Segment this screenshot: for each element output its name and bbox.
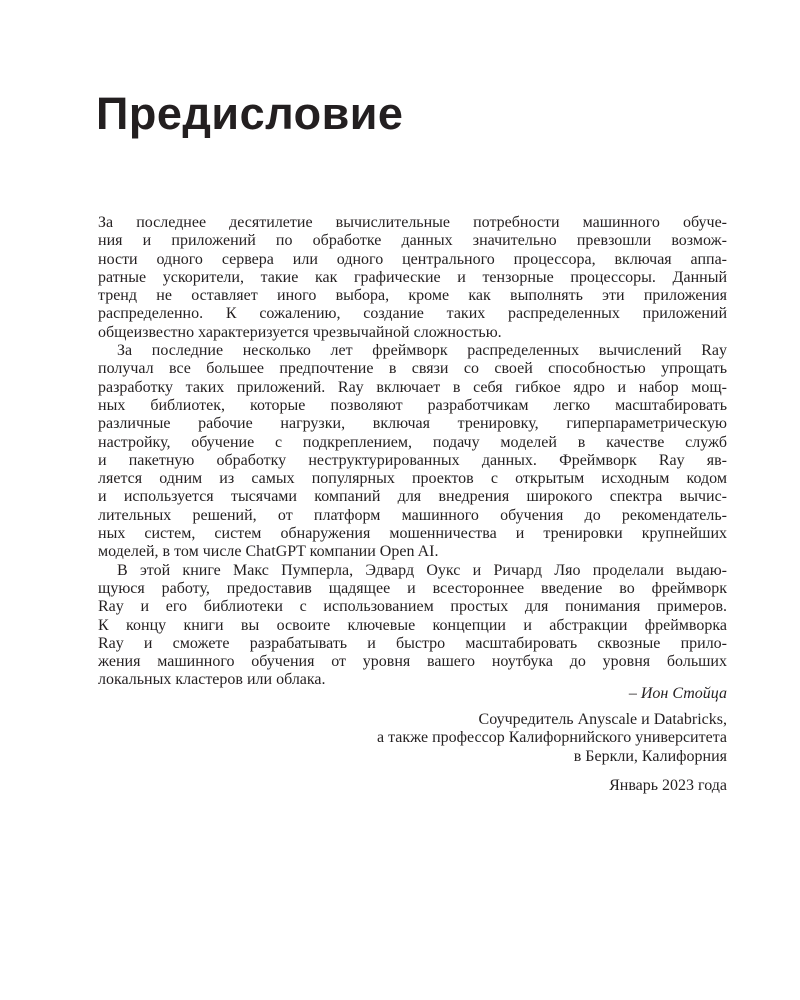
text-line: За последние несколько лет фреймворк распределенных вычислений Ray <box>117 342 727 360</box>
text-line: лительных решений, от платформ машинного обучения до рекомендатель- <box>98 506 727 524</box>
text-line: настройку, обучение с подкреплением, подачу моделей в качестве служб <box>98 433 727 451</box>
text-line: разработку таких приложений. Ray включает в себя гибкое ядро и набор мощ- <box>98 378 727 396</box>
paragraph <box>98 214 727 342</box>
text-line: ния и приложений по обработке данных значительно превзошли возмож- <box>98 232 727 250</box>
text-line: тренд не оставляет иного выбора, кроме как выполнять эти приложения <box>98 287 727 305</box>
paragraph <box>98 342 727 562</box>
text-line: различные рабочие нагрузки, включая тренировку, гиперпараметрическую <box>98 415 727 433</box>
text-line: В этой книге Макс Пумперла, Эдвард Оукс и Ричард Ляо проделали выдаю- <box>117 561 727 579</box>
text-line: ратные ускорители, такие как графические и тензорные процессоры. Данный <box>98 268 727 286</box>
signature-author: – Ион Стойца <box>628 685 727 702</box>
paragraph <box>98 562 727 690</box>
text-line: локальных кластеров или облака. <box>98 671 326 689</box>
text-line: ности одного сервера или одного центрального процессора, включая аппа- <box>98 250 727 268</box>
text-line: К концу книги вы освоите ключевые концепции и абстракции фреймворка <box>98 616 727 634</box>
text-line: моделей, в том числе ChatGPT компании Open AI. <box>98 543 439 561</box>
text-line: щуюся работу, предоставив щадящее и всестороннее введение во фреймворк <box>98 579 727 597</box>
text-line: общеизвестно характеризуется чрезвычайной сложностью. <box>98 323 502 341</box>
text-line: Ray и его библиотеки с использованием простых для понимания примеров. <box>98 598 727 616</box>
page-title: Предисловие <box>96 88 404 139</box>
text-line: и используется тысячами компаний для внедрения широкого спектра вычис- <box>98 488 727 506</box>
text-line: ных систем, систем обнаружения мошенничества и тренировки крупнейших <box>98 525 727 543</box>
affiliation-line: Соучредитель Anyscale и Databricks, <box>478 711 727 728</box>
text-line: ных библиотек, которые позволяют разработчикам легко масштабировать <box>98 396 727 414</box>
affiliation-line: а также профессор Калифорнийского университета <box>376 729 727 747</box>
text-line: получал все большее предпочтение в связи со своей способностью упрощать <box>98 360 727 378</box>
signature-date: Январь 2023 года <box>609 777 727 794</box>
foreword-body <box>98 214 727 690</box>
text-line: За последнее десятилетие вычислительные потребности машинного обуче- <box>98 214 727 231</box>
text-line: распределенно. К сожалению, создание таких распределенных приложений <box>98 305 727 323</box>
text-line: Ray и сможете разрабатывать и быстро масштабировать сквозные прило- <box>98 634 727 652</box>
text-line: и пакетную обработку неструктурированных данных. Фреймворк Ray яв- <box>98 451 727 469</box>
text-line: ляется одним из самых популярных проектов с открытым исходным кодом <box>98 470 727 488</box>
affiliation-line: в Беркли, Калифорния <box>573 747 727 765</box>
signature-affiliation <box>377 711 727 766</box>
text-line: жения машинного обучения от уровня вашего ноутбука до уровня больших <box>98 653 727 671</box>
